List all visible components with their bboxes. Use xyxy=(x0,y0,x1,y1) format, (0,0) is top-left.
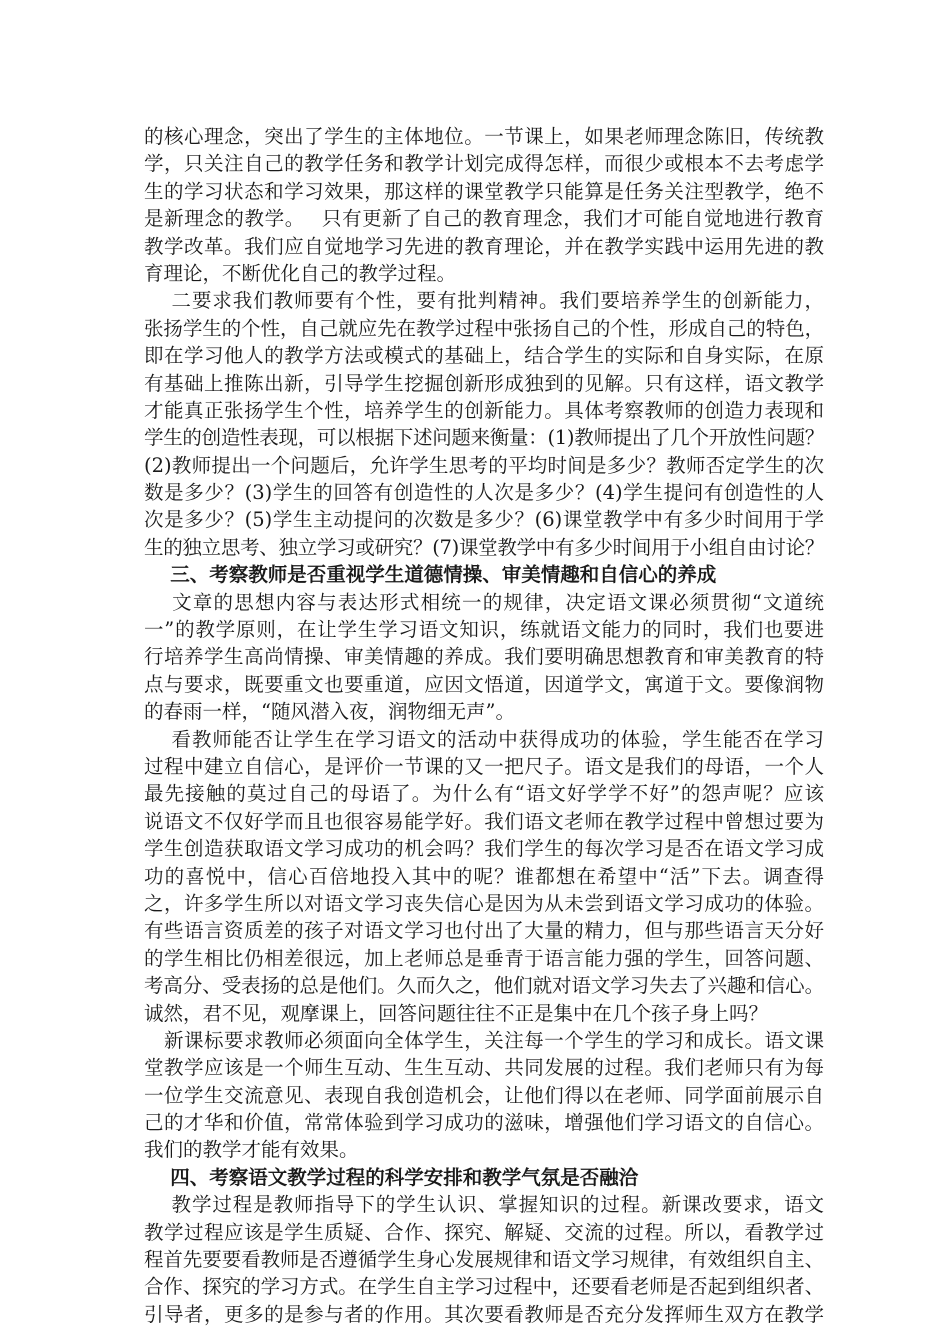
text-line: 看教师能否让学生在学习语文的活动中获得成功的体验，学生能否在学习 xyxy=(144,727,824,751)
text-line: 是新理念的教学。 只有更新了自己的教育理念，我们才可能自觉地进行教育 xyxy=(144,207,824,231)
text-line: 学，只关注自己的教学任务和教学计划完成得怎样，而很少或根本不去考虑学 xyxy=(144,152,824,176)
text-line: 点与要求，既要重文也要重道，应因文悟道，因道学文，寓道于文。要像润物 xyxy=(144,672,824,696)
text-line: 生的学习状态和学习效果，那这样的课堂教学只能算是任务关注型教学，绝不 xyxy=(144,179,824,203)
text-line: 一位学生交流意见、表现自我创造机会，让他们得以在老师、同学面前展示自 xyxy=(144,1083,824,1107)
text-line: 学生的创造性表现，可以根据下述问题来衡量：(1)教师提出了几个开放性问题？ xyxy=(144,426,824,450)
text-line: 教学改革。我们应自觉地学习先进的教育理论，并在教学实践中运用先进的教 xyxy=(144,234,824,258)
text-line: 有基础上推陈出新，引导学生挖掘创新形成独到的见解。只有这样，语文教学 xyxy=(144,371,824,395)
text-line: 诚然，君不见，观摩课上，回答问题往往不正是集中在几个孩子身上吗？ xyxy=(144,1001,769,1025)
text-line: 次是多少？(5)学生主动提问的次数是多少？(6)课堂教学中有多少时间用于学 xyxy=(144,508,824,532)
text-line: 新课标要求教师必须面向全体学生，关注每一个学生的学习和成长。语文课 xyxy=(144,1028,824,1052)
text-line: 最先接触的莫过自己的母语了。为什么有“语文好学学不好”的怨声呢？应该 xyxy=(144,782,824,806)
text-line: 张扬学生的个性，自己就应先在教学过程中张扬自己的个性，形成自己的特色， xyxy=(144,316,824,340)
text-line: 的春雨一样，“随风潜入夜，润物细无声”。 xyxy=(144,700,515,724)
text-line: 育理论，不断优化自己的教学过程。 xyxy=(144,261,457,285)
text-line: 的核心理念，突出了学生的主体地位。一节课上，如果老师理念陈旧，传统教 xyxy=(144,125,824,148)
text-line: 说语文不仅好学而且也很容易能学好。我们语文老师在教学过程中曾想过要为 xyxy=(144,809,824,833)
text-line: (2)教师提出一个问题后，允许学生思考的平均时间是多少？教师否定学生的次 xyxy=(144,453,824,477)
text-line: 引导者，更多的是参与者的作用。其次要看教师是否充分发挥师生双方在教学 xyxy=(144,1302,824,1326)
text-line: 程首先要要看教师是否遵循学生身心发展规律和语文学习规律，有效组织自主、 xyxy=(144,1248,824,1272)
text-line: 堂教学应该是一个师生互动、生生互动、共同发展的过程。我们老师只有为每 xyxy=(144,1056,824,1080)
text-line: 才能真正张扬学生个性，培养学生的创新能力。具体考察教师的创造力表现和 xyxy=(144,398,824,422)
text-line: 教学过程是教师指导下的学生认识、掌握知识的过程。新课改要求，语文 xyxy=(144,1193,824,1217)
text-line: 的学生相比仍相差很远，加上老师总是垂青于语言能力强的学生，回答问题、 xyxy=(144,946,824,970)
text-line: 有些语言资质差的孩子对语文学习也付出了大量的精力，但与那些语言天分好 xyxy=(144,919,824,943)
text-line: 学生创造获取语文学习成功的机会吗？我们学生的每次学习是否在语文学习成 xyxy=(144,837,824,861)
text-line: 生的独立思考、独立学习或研究？(7)课堂教学中有多少时间用于小组自由讨论？ xyxy=(144,535,824,559)
text-line: 己的才华和价值，常常体验到学习成功的滋味，增强他们学习语文的自信心。 xyxy=(144,1111,824,1135)
text-line: 功的喜悦中，信心百倍地投入其中的呢？谁都想在希望中“活”下去。调查得 xyxy=(144,864,824,888)
text-line: 我们的教学才能有效果。 xyxy=(144,1138,359,1162)
text-line: 过程中建立自信心，是评价一节课的又一把尺子。语文是我们的母语，一个人 xyxy=(144,754,824,778)
text-line: 即在学习他人的教学方法或模式的基础上，结合学生的实际和自身实际，在原 xyxy=(144,344,824,368)
text-line: 合作、探究的学习方式。在学生自主学习过程中，还要看老师是否起到组织者、 xyxy=(144,1275,824,1299)
text-line: 教学过程应该是学生质疑、合作、探究、解疑、交流的过程。所以，看教学过 xyxy=(144,1220,824,1244)
section-heading: 四、考察语文教学过程的科学安排和教学气氛是否融洽 xyxy=(144,1165,639,1189)
text-line: 二要求我们教师要有个性，要有批判精神。我们要培养学生的创新能力， xyxy=(144,289,824,313)
text-line: 文章的思想内容与表达形式相统一的规律，决定语文课必须贯彻“文道统 xyxy=(144,590,824,614)
section-heading: 三、考察教师是否重视学生道德情操、审美情趣和自信心的养成 xyxy=(144,563,717,587)
document-body xyxy=(144,123,824,1328)
text-line: 之，许多学生所以对语文学习丧失信心是因为从未尝到语文学习成功的体验。 xyxy=(144,891,824,915)
text-line: 考高分、受表扬的总是他们。久而久之，他们就对语文学习失去了兴趣和信心。 xyxy=(144,974,824,998)
text-line: 数是多少？(3)学生的回答有创造性的人次是多少？(4)学生提问有创造性的人 xyxy=(144,481,824,505)
text-line: 一”的教学原则，在让学生学习语文知识，练就语文能力的同时，我们也要进 xyxy=(144,618,824,642)
text-line: 行培养学生高尚情操、审美情趣的养成。我们要明确思想教育和审美教育的特 xyxy=(144,645,824,669)
